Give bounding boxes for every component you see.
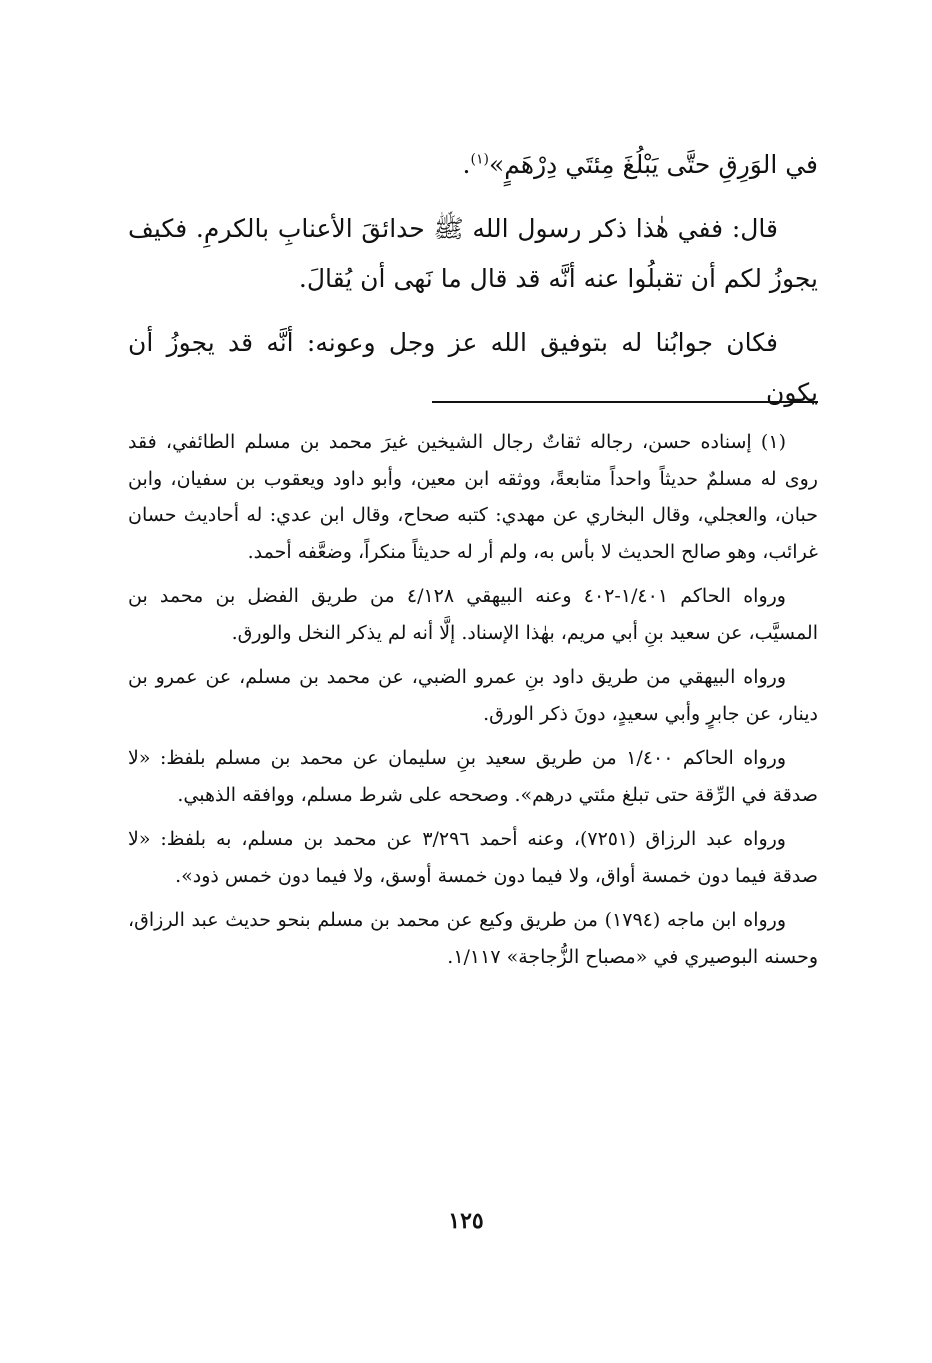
page-number: ١٢٥ [448,1208,484,1234]
main-paragraph-1 [128,140,818,190]
main-line-1-end: . [462,150,471,179]
main-line-1-text: في الوَرِقِ حتَّى يَبْلُغَ مِئتَي دِرْهَمٍ» [488,150,818,179]
footnote-separator [432,401,818,403]
footnote-paragraph-5: ورواه عبد الرزاق (٧٢٥١)، وعنه أحمد ٣/٢٩٦ عن محمد بن مسلم، به بلفظ: «لا صدقة فيما دون خمسة أواق، ولا فيما دون خمسة أوسق، ولا فيما دون خمس ذود». [128,828,818,887]
footnote-paragraph-1: (١) إسناده حسن، رجاله ثقاتٌ رجال الشيخين غيرَ محمد بن مسلم الطائفي، فقد روى له مسلمٌ حديثاً واحداً متابعةً، ووثقه ابن معين، وأبو داود ويعقوب بن سفيان، وابن حبان، والعجلي، وقال البخاري عن مهدي: كتبه صحاح، وقال ابن عدي: له أحاديث حسان غرائب، وهو صالح الحديث لا بأس به، ولم أر له حديثاً منكراً، وضعَّفه أحمد. [128,431,818,563]
main-text [128,140,818,432]
footnote-paragraph-2: ورواه الحاكم ١/٤٠١-٤٠٢ وعنه البيهقي ٤/١٢٨ من طريق الفضل بن محمد بن المسيَّب، عن سعيد بنِ أبي مريم، بهٰذا الإسناد. إلَّا أنه لم يذكر النخل والورق. [128,585,818,644]
main-paragraph-3: فكان جوابُنا له بتوفيق الله عز وجل وعونه: أنَّه قد يجوزُ أن يكون [128,328,818,407]
main-paragraph-2: قال: ففي هٰذا ذكر رسول الله ﷺ حدائقَ الأعنابِ بالكرمِ. فكيف يجوزُ لكم أن تقبلُوا عنه أنَّه قد قال ما نَهى أن يُقالَ. [128,214,818,293]
footnote-paragraph-6: ورواه ابن ماجه (١٧٩٤) من طريق وكيع عن محمد بن مسلم بنحو حديث عبد الرزاق، وحسنه البوصيري في «مصباح الزُّجاجة» ١/١١٧. [128,909,818,968]
footnote-paragraph-4: ورواه الحاكم ١/٤٠٠ من طريق سعيد بنِ سليمان عن محمد بن مسلم بلفظ: «لا صدقة في الرِّقة حتى تبلغ مئتي درهم». وصححه على شرط مسلم، ووافقه الذهبي. [128,747,818,806]
footnotes [128,424,818,983]
footnote-paragraph-3: ورواه البيهقي من طريق داود بنِ عمرو الضبي، عن محمد بن مسلم، عن عمرو بن دينار، عن جابرٍ وأبي سعيدٍ، دونَ ذكر الورق. [128,666,818,725]
footnote-reference[interactable]: (١) [470,151,489,168]
